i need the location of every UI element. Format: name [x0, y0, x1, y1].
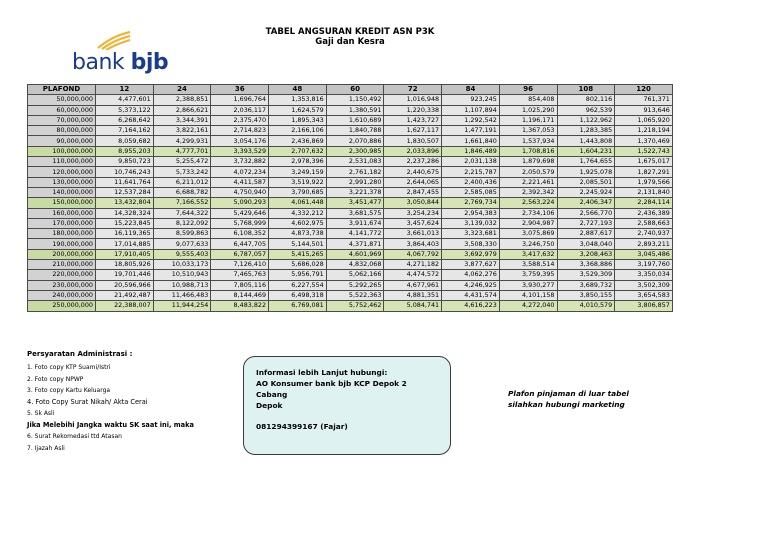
installment-cell: 962,539 — [557, 105, 615, 115]
installment-cell: 1,846,489 — [442, 146, 500, 156]
installment-cell: 1,367,053 — [499, 126, 557, 136]
logo-text-bjb: bjb — [130, 50, 169, 75]
installment-cell: 20,596,966 — [96, 280, 154, 290]
installment-cell: 3,323,681 — [442, 229, 500, 239]
installment-cell: 2,585,085 — [442, 187, 500, 197]
installment-cell: 9,850,723 — [96, 157, 154, 167]
installment-cell: 3,681,575 — [326, 208, 384, 218]
installment-cell: 3,451,477 — [326, 198, 384, 208]
installment-cell: 2,707,632 — [269, 146, 327, 156]
installment-cell: 2,893,211 — [615, 239, 673, 249]
installment-cell: 5,144,501 — [269, 239, 327, 249]
plafond-cell: 210,000,000 — [28, 260, 96, 270]
installment-cell: 2,644,065 — [384, 177, 442, 187]
installment-cell: 3,508,330 — [442, 239, 500, 249]
contact-info-box — [243, 356, 451, 455]
installment-cell: 923,245 — [442, 95, 500, 105]
installment-cell: 3,930,277 — [499, 280, 557, 290]
plafond-cell: 200,000,000 — [28, 249, 96, 259]
installment-cell: 3,806,857 — [615, 301, 673, 311]
installment-cell: 3,654,583 — [615, 290, 673, 300]
installment-cell: 2,714,823 — [211, 126, 269, 136]
table-header-row — [28, 85, 673, 95]
installment-cell: 2,300,985 — [326, 146, 384, 156]
installment-cell: 10,988,713 — [153, 280, 211, 290]
installment-cell: 913,646 — [615, 105, 673, 115]
installment-cell: 4,474,572 — [384, 270, 442, 280]
installment-cell: 4,677,961 — [384, 280, 442, 290]
installment-cell: 3,759,395 — [499, 270, 557, 280]
installment-cell: 2,588,663 — [615, 218, 673, 228]
installment-cell: 3,911,674 — [326, 218, 384, 228]
installment-cell: 2,866,621 — [153, 105, 211, 115]
installment-cell: 10,033,173 — [153, 260, 211, 270]
installment-cell: 4,601,969 — [326, 249, 384, 259]
column-header-tenor: 24 — [153, 85, 211, 95]
installment-cell: 4,750,940 — [211, 187, 269, 197]
installment-cell: 8,599,863 — [153, 229, 211, 239]
table-row — [28, 157, 673, 167]
requirements-heading: Persyaratan Administrasi : — [27, 350, 133, 358]
table-row — [28, 218, 673, 228]
installment-cell: 2,887,617 — [557, 229, 615, 239]
installment-cell: 1,477,191 — [442, 126, 500, 136]
installment-cell: 1,380,591 — [326, 105, 384, 115]
column-header-tenor: 48 — [269, 85, 327, 95]
installment-cell: 8,144,469 — [211, 290, 269, 300]
logo-swoosh-icon — [94, 30, 134, 50]
installment-cell: 1,016,948 — [384, 95, 442, 105]
installment-cell: 1,627,117 — [384, 126, 442, 136]
installment-cell: 1,925,078 — [557, 167, 615, 177]
installment-cell: 2,978,396 — [269, 157, 327, 167]
plafond-cell: 50,000,000 — [28, 95, 96, 105]
installment-cell: 11,641,764 — [96, 177, 154, 187]
installment-cell: 1,696,764 — [211, 95, 269, 105]
installment-cell: 4,431,574 — [442, 290, 500, 300]
table-row — [28, 167, 673, 177]
installment-cell: 2,221,461 — [499, 177, 557, 187]
installment-cell: 3,344,391 — [153, 115, 211, 125]
info-heading: Informasi lebih Lanjut hubungi: — [256, 368, 388, 377]
installment-cell: 1,443,808 — [557, 136, 615, 146]
installment-cell: 10,746,243 — [96, 167, 154, 177]
plafond-cell: 250,000,000 — [28, 301, 96, 311]
info-phone: 081294399167 (Fajar) — [256, 422, 348, 431]
installment-cell: 3,048,040 — [557, 239, 615, 249]
plafond-cell: 230,000,000 — [28, 280, 96, 290]
installment-cell: 4,371,871 — [326, 239, 384, 249]
installment-cell: 17,014,885 — [96, 239, 154, 249]
column-header-plafond: PLAFOND — [28, 85, 96, 95]
installment-cell: 1,979,566 — [615, 177, 673, 187]
installment-cell: 2,245,924 — [557, 187, 615, 197]
installment-cell: 2,954,383 — [442, 208, 500, 218]
installment-cell: 9,555,403 — [153, 249, 211, 259]
installment-cell: 6,688,782 — [153, 187, 211, 197]
plafond-cell: 240,000,000 — [28, 290, 96, 300]
installment-cell: 2,070,886 — [326, 136, 384, 146]
installment-cell: 7,166,552 — [153, 198, 211, 208]
installment-cell: 1,370,469 — [615, 136, 673, 146]
info-contact-line: AO Konsumer bank bjb KCP Depok 2 Cabang — [256, 379, 407, 399]
column-header-tenor: 36 — [211, 85, 269, 95]
installment-cell: 4,061,448 — [269, 198, 327, 208]
installment-cell: 7,164,162 — [96, 126, 154, 136]
requirement-item: 6. Surat Rekomedasi ttd Atasan — [27, 433, 122, 440]
installment-cell: 2,847,455 — [384, 187, 442, 197]
plafond-cell: 90,000,000 — [28, 136, 96, 146]
document-subtitle: Gaji dan Kesra — [315, 37, 385, 47]
plafond-cell: 120,000,000 — [28, 167, 96, 177]
installment-cell: 1,708,816 — [499, 146, 557, 156]
installment-cell: 3,877,627 — [442, 260, 500, 270]
installment-cell: 5,429,646 — [211, 208, 269, 218]
installment-cell: 761,371 — [615, 95, 673, 105]
plafond-cell: 100,000,000 — [28, 146, 96, 156]
installment-cell: 7,126,410 — [211, 260, 269, 270]
table-row — [28, 187, 673, 197]
installment-cell: 8,122,092 — [153, 218, 211, 228]
plafond-cell: 110,000,000 — [28, 157, 96, 167]
table-row — [28, 198, 673, 208]
installment-cell: 8,955,203 — [96, 146, 154, 156]
installment-cell: 3,075,869 — [499, 229, 557, 239]
installment-cell: 2,085,501 — [557, 177, 615, 187]
plafond-cell: 130,000,000 — [28, 177, 96, 187]
installment-cell: 5,733,242 — [153, 167, 211, 177]
table-row — [28, 280, 673, 290]
plafond-cell: 80,000,000 — [28, 126, 96, 136]
installment-cell: 1,895,343 — [269, 115, 327, 125]
installment-cell: 4,272,040 — [499, 301, 557, 311]
plafond-note-line: silahkan hubungi marketing — [508, 400, 625, 409]
installment-cell: 4,271,182 — [384, 260, 442, 270]
installment-cell: 2,131,840 — [615, 187, 673, 197]
column-header-tenor: 72 — [384, 85, 442, 95]
installment-cell: 2,440,675 — [384, 167, 442, 177]
table-row — [28, 270, 673, 280]
installment-cell: 12,537,284 — [96, 187, 154, 197]
installment-cell: 3,417,632 — [499, 249, 557, 259]
installment-cell: 2,033,896 — [384, 146, 442, 156]
installment-cell: 1,764,655 — [557, 157, 615, 167]
installment-cell: 2,215,787 — [442, 167, 500, 177]
plafond-note-line: Plafon pinjaman di luar tabel — [508, 389, 629, 398]
requirement-item: 1. Foto copy KTP Suami/Istri — [27, 364, 111, 371]
installment-cell: 4,299,931 — [153, 136, 211, 146]
installment-cell: 2,727,193 — [557, 218, 615, 228]
table-row — [28, 229, 673, 239]
installment-cell: 5,084,741 — [384, 301, 442, 311]
installment-cell: 5,686,028 — [269, 260, 327, 270]
installment-cell: 5,090,293 — [211, 198, 269, 208]
installment-cell: 13,432,804 — [96, 198, 154, 208]
table-row — [28, 249, 673, 259]
plafond-cell: 60,000,000 — [28, 105, 96, 115]
column-header-tenor: 84 — [442, 85, 500, 95]
installment-cell: 3,692,979 — [442, 249, 500, 259]
installment-cell: 3,393,529 — [211, 146, 269, 156]
plafond-cell: 220,000,000 — [28, 270, 96, 280]
installment-cell: 802,116 — [557, 95, 615, 105]
installment-cell: 21,492,487 — [96, 290, 154, 300]
installment-cell: 1,107,894 — [442, 105, 500, 115]
installment-cell: 5,752,462 — [326, 301, 384, 311]
installment-cell: 7,644,322 — [153, 208, 211, 218]
table-row — [28, 239, 673, 249]
installment-cell: 3,045,486 — [615, 249, 673, 259]
installment-cell: 2,031,138 — [442, 157, 500, 167]
installment-cell: 2,436,869 — [269, 136, 327, 146]
installment-cell: 2,991,280 — [326, 177, 384, 187]
installment-cell: 1,624,579 — [269, 105, 327, 115]
installment-cell: 22,388,007 — [96, 301, 154, 311]
installment-cell: 4,067,792 — [384, 249, 442, 259]
installment-cell: 9,077,633 — [153, 239, 211, 249]
column-header-tenor: 108 — [557, 85, 615, 95]
installment-cell: 1,840,788 — [326, 126, 384, 136]
table-row — [28, 177, 673, 187]
table-row — [28, 290, 673, 300]
installment-cell: 1,150,492 — [326, 95, 384, 105]
column-header-tenor: 120 — [615, 85, 673, 95]
installment-cell: 1,423,727 — [384, 115, 442, 125]
installment-cell: 4,832,068 — [326, 260, 384, 270]
installment-cell: 3,689,732 — [557, 280, 615, 290]
installment-cell: 16,119,365 — [96, 229, 154, 239]
installment-cell: 1,610,689 — [326, 115, 384, 125]
installment-cell: 1,292,542 — [442, 115, 500, 125]
installment-cell: 3,246,750 — [499, 239, 557, 249]
installment-cell: 15,223,845 — [96, 218, 154, 228]
installment-cell: 2,734,106 — [499, 208, 557, 218]
installment-cell: 8,483,822 — [211, 301, 269, 311]
installment-cell: 1,283,385 — [557, 126, 615, 136]
installment-cell: 1,025,290 — [499, 105, 557, 115]
installment-cell: 7,465,763 — [211, 270, 269, 280]
installment-cell: 4,101,158 — [499, 290, 557, 300]
installment-cell: 11,944,254 — [153, 301, 211, 311]
installment-cell: 2,036,117 — [211, 105, 269, 115]
installment-cell: 3,368,886 — [557, 260, 615, 270]
column-header-tenor: 12 — [96, 85, 154, 95]
installment-cell: 1,604,231 — [557, 146, 615, 156]
installment-cell: 18,805,926 — [96, 260, 154, 270]
installment-cell: 4,616,223 — [442, 301, 500, 311]
installment-cell: 6,108,352 — [211, 229, 269, 239]
installment-cell: 4,010,579 — [557, 301, 615, 311]
installment-cell: 3,588,514 — [499, 260, 557, 270]
installment-cell: 3,519,922 — [269, 177, 327, 187]
installment-cell: 4,141,772 — [326, 229, 384, 239]
installment-cell: 6,268,642 — [96, 115, 154, 125]
installment-cell: 2,400,436 — [442, 177, 500, 187]
installment-cell: 4,246,925 — [442, 280, 500, 290]
installment-cell: 3,050,844 — [384, 198, 442, 208]
installment-cell: 19,701,446 — [96, 270, 154, 280]
installment-cell: 2,761,182 — [326, 167, 384, 177]
installment-cell: 5,956,791 — [269, 270, 327, 280]
document-title: TABEL ANGSURAN KREDIT ASN P3K — [265, 27, 435, 37]
plafond-cell: 150,000,000 — [28, 198, 96, 208]
installment-cell: 2,392,342 — [499, 187, 557, 197]
installment-cell: 4,477,601 — [96, 95, 154, 105]
installment-cell: 6,498,318 — [269, 290, 327, 300]
installment-cell: 3,249,159 — [269, 167, 327, 177]
installment-cell: 11,466,483 — [153, 290, 211, 300]
installment-cell: 5,373,122 — [96, 105, 154, 115]
installment-cell: 5,292,265 — [326, 280, 384, 290]
installment-cell: 5,522,363 — [326, 290, 384, 300]
table-row — [28, 115, 673, 125]
installment-cell: 2,388,851 — [153, 95, 211, 105]
installment-cell: 4,072,234 — [211, 167, 269, 177]
installment-cell: 3,790,685 — [269, 187, 327, 197]
installment-cell: 1,065,920 — [615, 115, 673, 125]
installment-cell: 3,197,760 — [615, 260, 673, 270]
installment-cell: 1,661,840 — [442, 136, 500, 146]
requirement-item: 7. Ijazah Asli — [27, 444, 65, 452]
installment-cell: 6,769,081 — [269, 301, 327, 311]
logo-text-bank: bank — [72, 50, 131, 75]
installment-cell: 3,732,882 — [211, 157, 269, 167]
table-row — [28, 146, 673, 156]
logo-wordmark — [72, 50, 168, 75]
installment-cell: 1,220,338 — [384, 105, 442, 115]
installment-cell: 4,777,701 — [153, 146, 211, 156]
installment-cell: 3,822,161 — [153, 126, 211, 136]
installment-cell: 4,332,212 — [269, 208, 327, 218]
plafond-cell: 170,000,000 — [28, 218, 96, 228]
installment-cell: 3,350,034 — [615, 270, 673, 280]
installment-cell: 3,529,309 — [557, 270, 615, 280]
installment-cell: 1,522,743 — [615, 146, 673, 156]
plafond-cell: 180,000,000 — [28, 229, 96, 239]
installment-cell: 2,166,106 — [269, 126, 327, 136]
installment-cell: 5,255,472 — [153, 157, 211, 167]
installment-cell: 2,375,470 — [211, 115, 269, 125]
installment-cell: 5,415,265 — [269, 249, 327, 259]
plafond-note — [508, 388, 668, 410]
installment-cell: 7,805,116 — [211, 280, 269, 290]
table-row — [28, 260, 673, 270]
installment-cell: 1,879,698 — [499, 157, 557, 167]
installment-cell: 3,457,624 — [384, 218, 442, 228]
installment-cell: 2,406,347 — [557, 198, 615, 208]
installment-cell: 3,221,378 — [326, 187, 384, 197]
table-row — [28, 126, 673, 136]
installment-cell: 2,769,734 — [442, 198, 500, 208]
installment-cell: 2,237,286 — [384, 157, 442, 167]
installment-cell: 10,510,943 — [153, 270, 211, 280]
installment-cell: 2,566,770 — [557, 208, 615, 218]
table-row — [28, 95, 673, 105]
installment-cell: 4,411,587 — [211, 177, 269, 187]
installment-cell: 4,881,351 — [384, 290, 442, 300]
requirement-item: 3. Foto copy Kartu Keluarga — [27, 387, 111, 394]
installment-cell: 5,768,999 — [211, 218, 269, 228]
installment-cell: 1,196,171 — [499, 115, 557, 125]
column-header-tenor: 96 — [499, 85, 557, 95]
installment-cell: 3,661,013 — [384, 229, 442, 239]
installment-cell: 4,873,738 — [269, 229, 327, 239]
installment-cell: 1,675,017 — [615, 157, 673, 167]
installment-table — [27, 84, 673, 312]
installment-cell: 3,864,403 — [384, 239, 442, 249]
column-header-tenor: 60 — [326, 85, 384, 95]
table-row — [28, 105, 673, 115]
installment-cell: 17,910,405 — [96, 249, 154, 259]
installment-cell: 1,537,934 — [499, 136, 557, 146]
table-row — [28, 136, 673, 146]
installment-cell: 3,139,032 — [442, 218, 500, 228]
installment-cell: 6,211,012 — [153, 177, 211, 187]
installment-cell: 1,122,962 — [557, 115, 615, 125]
installment-cell: 5,062,166 — [326, 270, 384, 280]
installment-cell: 3,054,176 — [211, 136, 269, 146]
installment-cell: 2,050,579 — [499, 167, 557, 177]
requirements-section — [27, 350, 242, 454]
installment-cell: 854,408 — [499, 95, 557, 105]
bank-bjb-logo — [72, 30, 182, 80]
installment-cell: 4,602,975 — [269, 218, 327, 228]
requirement-item: 5. Sk Asli — [27, 410, 55, 417]
info-contact-line: Depok — [256, 401, 283, 410]
plafond-cell: 160,000,000 — [28, 208, 96, 218]
installment-cell: 1,218,194 — [615, 126, 673, 136]
installment-cell: 3,850,155 — [557, 290, 615, 300]
installment-cell: 3,254,234 — [384, 208, 442, 218]
installment-cell: 1,827,291 — [615, 167, 673, 177]
installment-cell: 14,328,324 — [96, 208, 154, 218]
installment-cell: 2,436,389 — [615, 208, 673, 218]
installment-cell: 4,062,276 — [442, 270, 500, 280]
installment-cell: 6,227,554 — [269, 280, 327, 290]
installment-cell: 2,284,114 — [615, 198, 673, 208]
requirement-item: 4. Foto Copy Surat Nikah/ Akta Cerai — [27, 397, 148, 406]
installment-cell: 8,059,682 — [96, 136, 154, 146]
table-row — [28, 301, 673, 311]
installment-cell: 6,787,057 — [211, 249, 269, 259]
table-body — [28, 95, 673, 311]
requirement-note: Jika Melebihi Jangka waktu SK saat ini, maka — [27, 420, 194, 429]
installment-cell: 2,904,987 — [499, 218, 557, 228]
installment-cell: 2,531,083 — [326, 157, 384, 167]
plafond-cell: 70,000,000 — [28, 115, 96, 125]
installment-cell: 2,563,224 — [499, 198, 557, 208]
installment-cell: 3,502,309 — [615, 280, 673, 290]
table-row — [28, 208, 673, 218]
installment-cell: 1,830,507 — [384, 136, 442, 146]
installment-cell: 3,208,463 — [557, 249, 615, 259]
plafond-cell: 140,000,000 — [28, 187, 96, 197]
installment-cell: 6,447,705 — [211, 239, 269, 249]
requirement-item: 2. Foto copy NPWP — [27, 375, 84, 383]
installment-cell: 2,740,937 — [615, 229, 673, 239]
plafond-cell: 190,000,000 — [28, 239, 96, 249]
installment-cell: 1,353,816 — [269, 95, 327, 105]
